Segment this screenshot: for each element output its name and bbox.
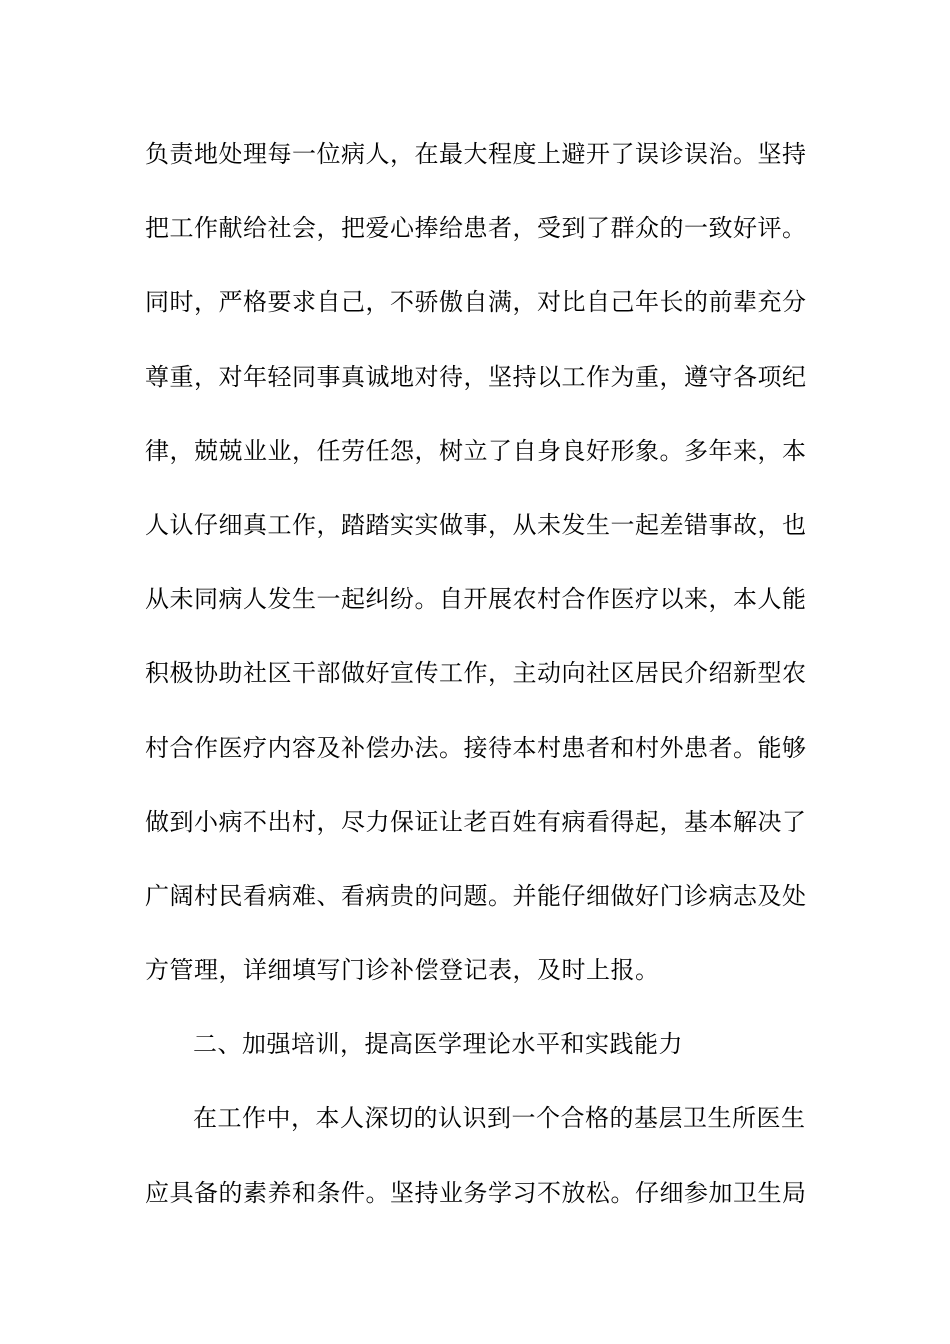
section-heading: 二、加强培训，提高医学理论水平和实践能力 [193,1030,683,1059]
text-line: 方管理，详细填写门诊补偿登记表，及时上报。 [145,956,660,985]
text-line: 把工作献给社会，把爱心捧给患者，受到了群众的一致好评。 [145,214,807,243]
text-line: 律，兢兢业业，任劳任怨，树立了自身良好形象。多年来，本 [145,436,807,465]
body-text [145,128,815,1241]
text-line: 负责地处理每一位病人，在最大程度上避开了误诊误治。坚持 [145,140,807,168]
text-line: 广阔村民看病难、看病贵的问题。并能仔细做好门诊病志及处 [145,881,807,910]
text-line: 在工作中，本人深切的认识到一个合格的基层卫生所医生 [193,1104,806,1133]
text-line: 同时，严格要求自己，不骄傲自满，对比自己年长的前辈充分 [145,288,807,317]
text-line: 做到小病不出村，尽力保证让老百姓有病看得起，基本解决了 [145,807,807,836]
text-line: 尊重，对年轻同事真诚地对待，坚持以工作为重，遵守各项纪 [145,362,807,391]
text-line: 村合作医疗内容及补偿办法。接待本村患者和村外患者。能够 [145,733,807,762]
text-line: 从未同病人发生一起纠纷。自开展农村合作医疗以来，本人能 [145,585,807,614]
text-line: 积极协助社区干部做好宣传工作，主动向社区居民介绍新型农 [145,659,807,688]
text-line: 应具备的素养和条件。坚持业务学习不放松。仔细参加卫生局 [145,1178,807,1207]
text-line: 人认仔细真工作，踏踏实实做事，从未发生一起差错事故，也 [145,510,807,539]
